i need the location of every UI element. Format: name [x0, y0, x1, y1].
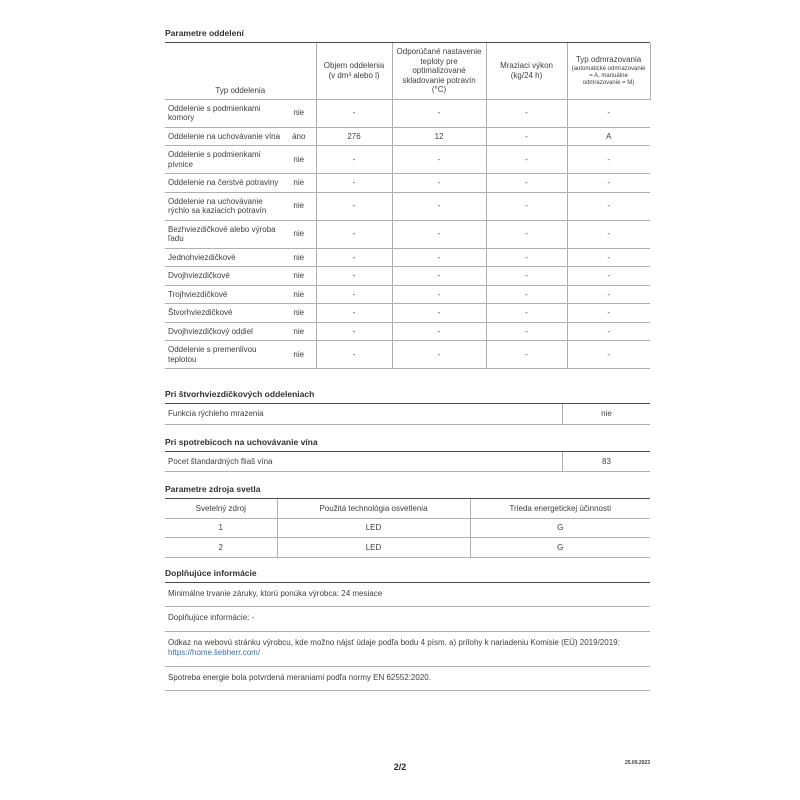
compartment-present-value: nie: [288, 248, 316, 267]
compartment-label: Jednohviezdičkové: [165, 248, 288, 267]
warranty-row: Minimálne trvanie záruky, ktorú ponúka výrobca: 24 mesiace: [165, 583, 650, 608]
light-section-title: Parametre zdroja svetla: [165, 484, 650, 499]
compartment-defrost-value: -: [567, 220, 650, 248]
compartment-label: Bezhviezdičkové alebo výroba ľadu: [165, 220, 288, 248]
light-source-number: 1: [165, 518, 277, 538]
column-header-recommended-temperature: Odporúčané nastavenie teploty pre optimalizované skladovanie potravín (°C): [392, 43, 486, 99]
column-header-lighting-technology: Použitá technológia osvetlenia: [277, 499, 470, 518]
compartment-volume-value: -: [316, 220, 392, 248]
compartment-freezing-value: -: [486, 267, 567, 286]
manufacturer-website-row: [165, 632, 650, 667]
compartment-defrost-value: -: [567, 285, 650, 304]
fast-freeze-label: Funkcia rýchleho mrazenia: [168, 409, 264, 418]
table-row: [165, 285, 650, 304]
compartment-temperature-value: -: [392, 174, 486, 193]
manufacturer-website-text: Odkaz na webovú stránku výrobcu, kde možno nájsť údaje podľa bodu 4 písm. a) prílohy k nariadeniu Komisie (EÚ) 2019/2019:: [168, 637, 620, 647]
compartment-temperature-value: -: [392, 285, 486, 304]
table-row: [165, 99, 650, 127]
additional-info-section-title: Doplňujúce informácie: [165, 568, 650, 583]
compartment-temperature-value: 12: [392, 127, 486, 146]
compartment-volume-value: -: [316, 248, 392, 267]
four-star-section-title: Pri štvorhviezdičkových oddeleniach: [165, 389, 650, 404]
compartment-defrost-value: -: [567, 192, 650, 220]
energy-class-value: G: [470, 518, 650, 538]
compartment-label: Dvojhviezdičkový oddiel: [165, 322, 288, 341]
four-star-row: [165, 404, 650, 425]
table-row: [165, 322, 650, 341]
table-row: [165, 267, 650, 286]
compartment-present-value: nie: [288, 99, 316, 127]
compartment-volume-value: -: [316, 341, 392, 369]
wine-bottles-value: 83: [562, 452, 650, 472]
lighting-technology-value: LED: [277, 538, 470, 558]
column-header-energy-class: Trieda energetickej účinnosti: [470, 499, 650, 518]
compartment-temperature-value: -: [392, 99, 486, 127]
compartment-freezing-value: -: [486, 341, 567, 369]
table-row: [165, 174, 650, 193]
wine-bottles-label: Pocet štandardných fliaš vína: [168, 456, 273, 466]
compartment-defrost-value: -: [567, 322, 650, 341]
table-row: [165, 192, 650, 220]
additional-info-row: Doplňujúce informácie: -: [165, 607, 650, 632]
compartment-defrost-value: -: [567, 267, 650, 286]
table-row: [165, 341, 650, 369]
compartment-freezing-value: -: [486, 192, 567, 220]
column-header-light-source: Svetelný zdroj: [165, 499, 277, 518]
compartment-volume-value: -: [316, 146, 392, 174]
compartment-temperature-value: -: [392, 146, 486, 174]
page-number: 2/2: [393, 762, 407, 772]
footer-date: 25.09.2023: [624, 760, 650, 766]
table-row: [165, 220, 650, 248]
compartment-present-value: áno: [288, 127, 316, 146]
document-page: [165, 28, 650, 691]
compartment-temperature-value: -: [392, 248, 486, 267]
compartment-volume-value: 276: [316, 127, 392, 146]
column-header-volume: Objem oddelenia (v dm³ alebo l): [316, 43, 392, 99]
compartment-freezing-value: -: [486, 285, 567, 304]
compartment-label: Oddelenie na čerstvé potraviny: [165, 174, 288, 193]
compartment-label: Dvojhviezdičkové: [165, 267, 288, 286]
column-header-freezing-capacity: Mraziaci výkon (kg/24 h): [486, 43, 567, 99]
table-row: [165, 127, 650, 146]
compartment-label: Trojhviezdičkové: [165, 285, 288, 304]
compartment-volume-value: -: [316, 322, 392, 341]
energy-class-value: G: [470, 538, 650, 558]
compartment-freezing-value: -: [486, 99, 567, 127]
compartment-present-value: nie: [288, 174, 316, 193]
compartment-label: Štvorhviezdičkové: [165, 304, 288, 323]
compartments-header-row: [165, 43, 650, 99]
table-row: [165, 538, 650, 558]
defrost-type-label: Typ odmrazovania: [575, 55, 642, 64]
compartments-table: [165, 43, 651, 369]
compartment-volume-value: -: [316, 192, 392, 220]
compartment-present-value: nie: [288, 304, 316, 323]
compartment-freezing-value: -: [486, 248, 567, 267]
column-header-compartment-type: Typ oddelenia: [165, 43, 316, 99]
compartment-freezing-value: -: [486, 304, 567, 323]
compartment-temperature-value: -: [392, 267, 486, 286]
compartment-defrost-value: -: [567, 304, 650, 323]
compartment-present-value: nie: [288, 322, 316, 341]
compartments-section-title: Parametre oddelení: [165, 28, 650, 43]
energy-standard-row: Spotreba energie bola potvrdená meraniami podľa normy EN 62552:2020.: [165, 667, 650, 692]
light-source-table: [165, 499, 650, 558]
compartment-volume-value: -: [316, 99, 392, 127]
compartments-table-body: [165, 99, 650, 369]
compartment-defrost-value: -: [567, 146, 650, 174]
compartment-temperature-value: -: [392, 192, 486, 220]
lighting-technology-value: LED: [277, 518, 470, 538]
compartment-defrost-value: -: [567, 174, 650, 193]
light-table-header-row: [165, 499, 650, 518]
defrost-type-note: (automatické odmrazovanie = A, manuálne odmrazovanie = M): [571, 65, 646, 86]
table-row: [165, 518, 650, 538]
compartment-label: Oddelenie na uchovávanie vína: [165, 127, 288, 146]
table-row: [165, 146, 650, 174]
compartment-temperature-value: -: [392, 220, 486, 248]
compartment-volume-value: -: [316, 174, 392, 193]
compartment-present-value: nie: [288, 192, 316, 220]
wine-row: [165, 452, 650, 473]
light-source-number: 2: [165, 538, 277, 558]
light-table-body: [165, 518, 650, 557]
fast-freeze-value: nie: [562, 404, 650, 424]
compartment-present-value: nie: [288, 146, 316, 174]
compartment-freezing-value: -: [486, 322, 567, 341]
compartment-volume-value: -: [316, 267, 392, 286]
compartment-freezing-value: -: [486, 146, 567, 174]
compartment-freezing-value: -: [486, 220, 567, 248]
compartment-volume-value: -: [316, 304, 392, 323]
compartment-defrost-value: A: [567, 127, 650, 146]
table-row: [165, 248, 650, 267]
compartment-defrost-value: -: [567, 341, 650, 369]
compartment-label: Oddelenie s podmienkami komory: [165, 99, 288, 127]
compartment-present-value: nie: [288, 341, 316, 369]
column-header-defrost-type: [567, 43, 650, 99]
compartment-label: Oddelenie na uchovávanie rýchlo sa kaziacich potravín: [165, 192, 288, 220]
compartment-freezing-value: -: [486, 174, 567, 193]
compartment-temperature-value: -: [392, 322, 486, 341]
table-row: [165, 304, 650, 323]
wine-section-title: Pri spotrebicoch na uchovávanie vína: [165, 437, 650, 452]
compartment-present-value: nie: [288, 220, 316, 248]
manufacturer-website-link[interactable]: https://home.liebherr.com/: [168, 648, 261, 657]
compartment-temperature-value: -: [392, 341, 486, 369]
compartment-defrost-value: -: [567, 99, 650, 127]
compartment-present-value: nie: [288, 267, 316, 286]
compartment-label: Oddelenie s premenlivou teplotou: [165, 341, 288, 369]
compartment-freezing-value: -: [486, 127, 567, 146]
compartment-present-value: nie: [288, 285, 316, 304]
compartment-label: Oddelenie s podmienkami pivnice: [165, 146, 288, 174]
compartment-volume-value: -: [316, 285, 392, 304]
compartment-defrost-value: -: [567, 248, 650, 267]
compartment-temperature-value: -: [392, 304, 486, 323]
